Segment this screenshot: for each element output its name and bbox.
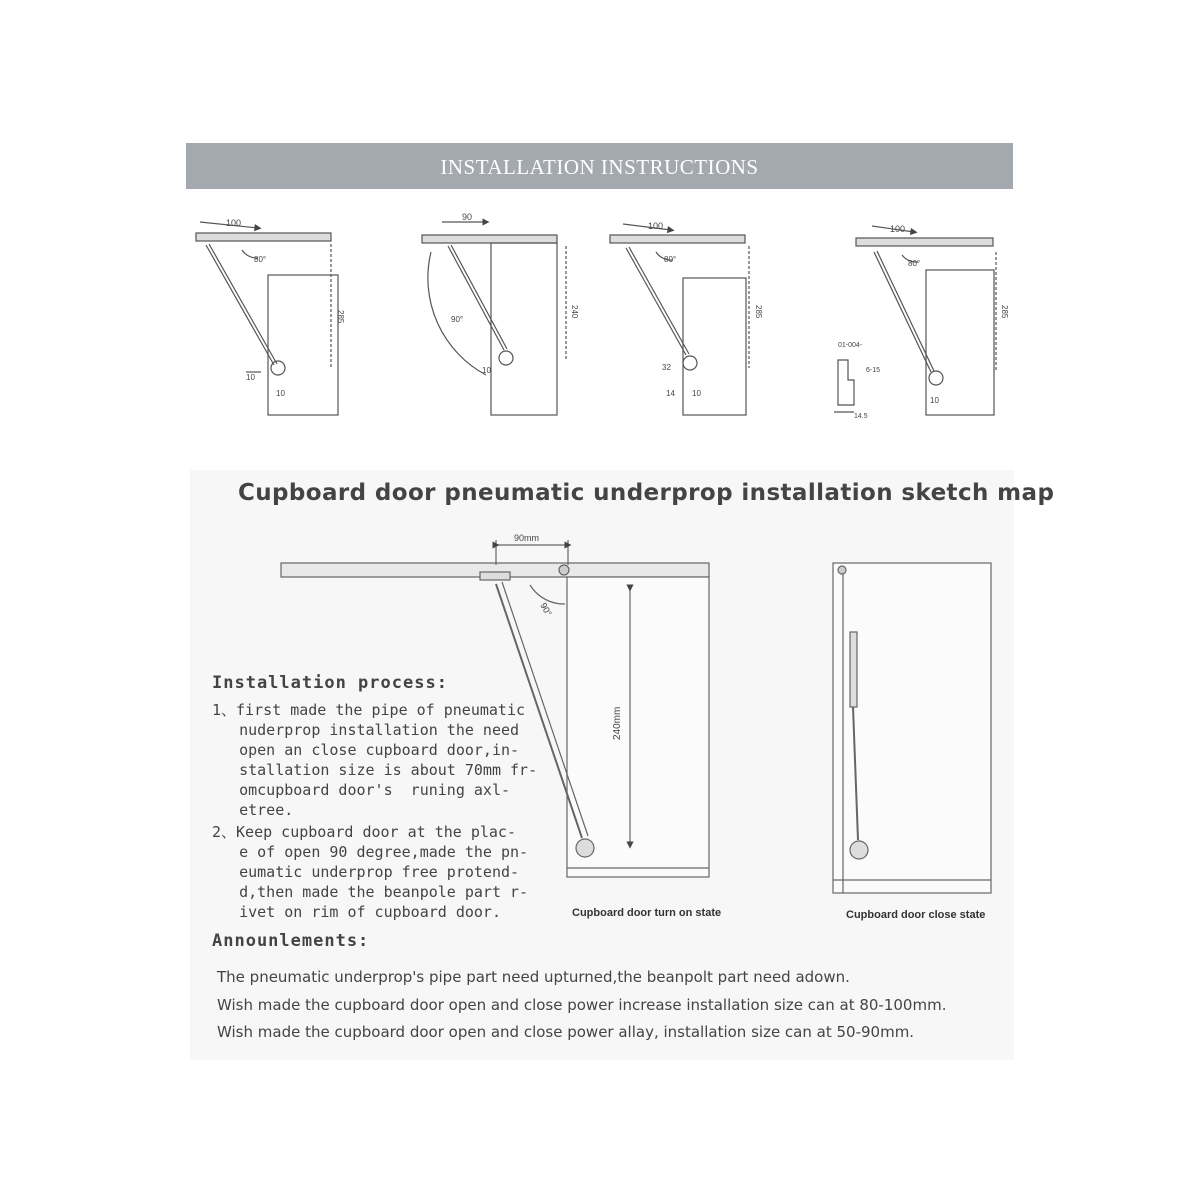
diagram-4-angle: 80° xyxy=(908,259,921,268)
diagram-1-top-dim: 100 xyxy=(226,218,242,228)
announcement-line-3: Wish made the cupboard door open and close power allay, installation size can at 50-90mm. xyxy=(217,1023,915,1041)
diagram-4-offset-a: 10 xyxy=(930,396,939,405)
diagram-3-height: 285 xyxy=(754,305,763,319)
diagram-4-detail-label: 01-004- xyxy=(838,342,863,349)
diagram-1-height: 285 xyxy=(336,310,345,324)
diagram-4-height: 285 xyxy=(1000,305,1009,319)
diagram-1-offset-a: 10 xyxy=(246,373,255,382)
sketch-title: Cupboard door pneumatic underprop installation sketch map xyxy=(238,480,1055,506)
banner-title: INSTALLATION INSTRUCTIONS xyxy=(440,155,759,179)
caption-open-state: Cupboard door turn on state xyxy=(572,907,722,919)
diagram-2-offset-a: 10 xyxy=(482,366,491,375)
closed-state-drawing xyxy=(833,563,991,893)
diagram-3-offset-a: 32 xyxy=(662,363,671,372)
diagram-4-top-dim: 100 xyxy=(890,224,906,234)
diagram-3-angle: 80° xyxy=(664,255,677,264)
diagram-4-detail-dim-a: 6-15 xyxy=(866,367,881,374)
process-step-1: 1、first made the pipe of pneumatic nuderprop installation the need open an close cupboard door,in- stallation size is about 70mm fr- omcupboard door's runing axl- etree. xyxy=(212,701,538,819)
announcement-line-2: Wish made the cupboard door open and close power increase installation size can at 80-100mm. xyxy=(217,996,947,1014)
diagram-2-height: 240 xyxy=(570,305,579,319)
diagram-3-offset-b: 14 xyxy=(666,389,675,398)
installation-process-heading: Installation process: xyxy=(212,673,448,693)
caption-close-state: Cupboard door close state xyxy=(846,909,986,921)
announcement-line-1: The pneumatic underprop's pipe part need upturned,the beanpolt part need adown. xyxy=(217,968,850,986)
diagram-2-top-dim: 90 xyxy=(462,212,473,222)
diagram-2-angle: 90° xyxy=(451,315,464,324)
sketch-dim-top: 90mm xyxy=(514,533,540,543)
sketch-dim-height: 240mm xyxy=(612,706,623,740)
sketch-dim-angle: 90° xyxy=(538,601,554,618)
diagram-3-top-dim: 100 xyxy=(648,221,664,231)
process-step-2: 2、Keep cupboard door at the plac- e of open 90 degree,made the pn- eumatic underprop free protend- d,then made the beanpole part r- ivet on rim of cupboard door. xyxy=(212,823,529,921)
diagram-1-offset-b: 10 xyxy=(276,389,285,398)
diagram-4-detail-dim-b: 14.5 xyxy=(854,413,868,420)
announcements-heading: Announlements: xyxy=(212,931,370,951)
diagram-3-offset-c: 10 xyxy=(692,389,701,398)
diagram-1-angle: 80° xyxy=(254,255,267,264)
